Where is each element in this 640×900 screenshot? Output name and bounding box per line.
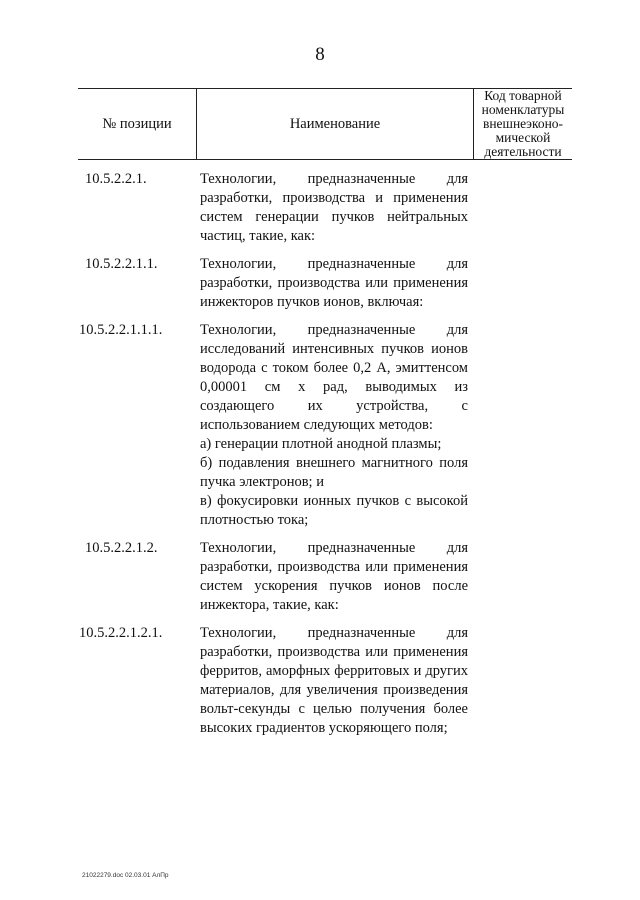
header-code-column: Код товарной номенклатуры внешнеэконо-мической деятельности [474, 89, 573, 160]
entry-subitem: а) генерации плотной анодной плазмы; [200, 436, 442, 452]
entry-subitem: б) подавления внешнего магнитного поля пучка электронов; и [200, 455, 468, 490]
entry-subitem: в) фокусировки ионных пучков с высокой плотностью тока; [200, 493, 468, 528]
entry-text: Технологии, предназначенные для исследований интенсивных пучков ионов водорода с током более 0,2 А, эмиттенсом 0,00001 см х рад, выводимых из создающего их устройства, с использованием следующих методов: [200, 322, 468, 433]
entry [0, 624, 640, 738]
header-name-column: Наименование [197, 89, 474, 160]
entry-text: Технологии, предназначенные для разработки, производства или применения ферритов, аморфных ферритовых и других материалов, для увеличения произведения вольт-секунды с целью получения более высоких градиентов ускоряющего поля; [200, 625, 468, 736]
entry [0, 170, 640, 246]
document-footer: 21022279.doc 02.03.01 АлПр [82, 872, 169, 879]
entry-text: Технологии, предназначенные для разработки, производства или применения инжекторов пучков ионов, включая: [200, 256, 468, 310]
entry-number: 10.5.2.2.1.1. [85, 256, 158, 272]
entry [0, 539, 640, 615]
column-header-table [78, 88, 572, 160]
entry-number: 10.5.2.2.1.2.1. [79, 625, 163, 641]
header-position-column: № позиции [78, 89, 197, 160]
entry-text: Технологии, предназначенные для разработки, производства или применения систем ускорения пучков ионов после инжектора, такие, как: [200, 540, 468, 613]
entry [0, 321, 640, 530]
entry [0, 255, 640, 312]
entry-text: Технологии, предназначенные для разработки, производства и применения систем генерации пучков нейтральных частиц, такие, как: [200, 171, 468, 244]
entries-list [0, 170, 640, 747]
entry-number: 10.5.2.2.1. [85, 171, 147, 187]
entry-number: 10.5.2.2.1.2. [85, 540, 158, 556]
entry-number: 10.5.2.2.1.1.1. [79, 322, 163, 338]
page-number: 8 [315, 44, 325, 65]
entry-text-block [200, 321, 468, 530]
